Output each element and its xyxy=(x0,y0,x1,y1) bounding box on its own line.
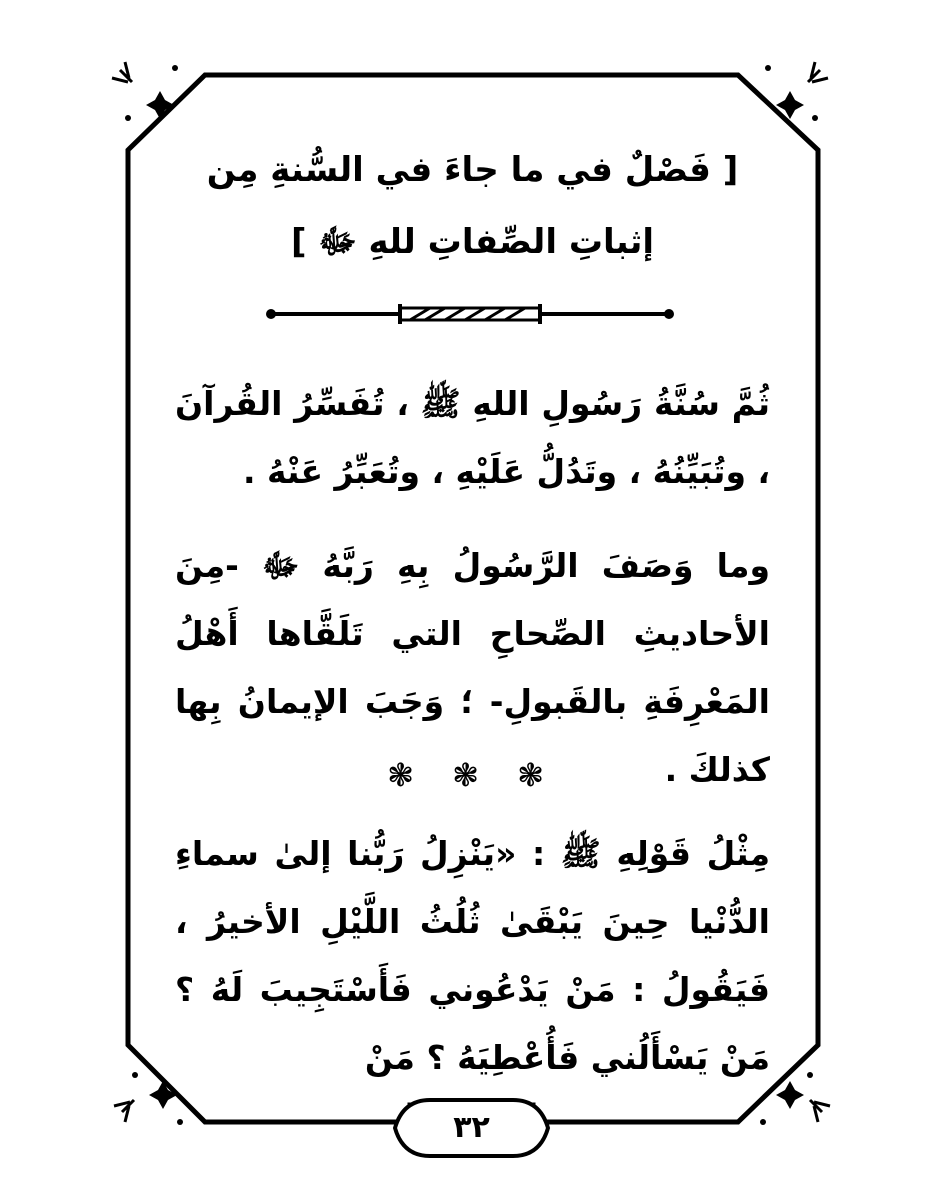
page-number: ٣٢ xyxy=(453,1110,490,1145)
paragraph-sunnah-explains-quran: ثُمَّ سُنَّةُ رَسُولِ اللهِ ﷺ ، تُفَسِّرُ القُرآنَ ، وتُبَيِّنُهُ ، وتَدُلُّ عَلَيْهِ ، وتُعَبِّرُ عَنْهُ . xyxy=(175,384,770,491)
corner-ornament-bottom-right xyxy=(760,1072,830,1125)
paragraph-attributes-described: وما وَصَفَ الرَّسُولُ بِهِ رَبَّهُ ﷻ -مِنَ الأحاديثِ الصِّحاحِ التي تَلَقَّاها أَهْلُ المَعْرِفَةِ بالقَبولِ- ؛ وَجَبَ الإيمانُ بِها كذلكَ . xyxy=(175,546,770,789)
ornamental-divider xyxy=(265,302,675,326)
chapter-heading-line-2: إثباتِ الصِّفاتِ للهِ ﷻ ] xyxy=(290,222,655,262)
corner-ornament-bottom-left xyxy=(114,1072,183,1125)
section-separator-stars: ❃ ❃ ❃ xyxy=(387,756,558,794)
paragraph-hadith-descent: مِثْلُ قَوْلِهِ ﷺ : «يَنْزِلُ رَبُّنا إلىٰ سماءِ الدُّنْيا حِينَ يَبْقَىٰ ثُلُثُ اللَّيْلِ الأخيرُ ، فَيَقُولُ : مَنْ يَدْعُوني فَأَسْتَجِيبَ لَهُ ؟ مَنْ يَسْأَلُني فَأُعْطِيَهُ ؟ مَنْ xyxy=(175,834,770,1077)
chapter-heading-line-1: [ فَصْلٌ في ما جاءَ في السُّنةِ مِن xyxy=(206,150,739,190)
